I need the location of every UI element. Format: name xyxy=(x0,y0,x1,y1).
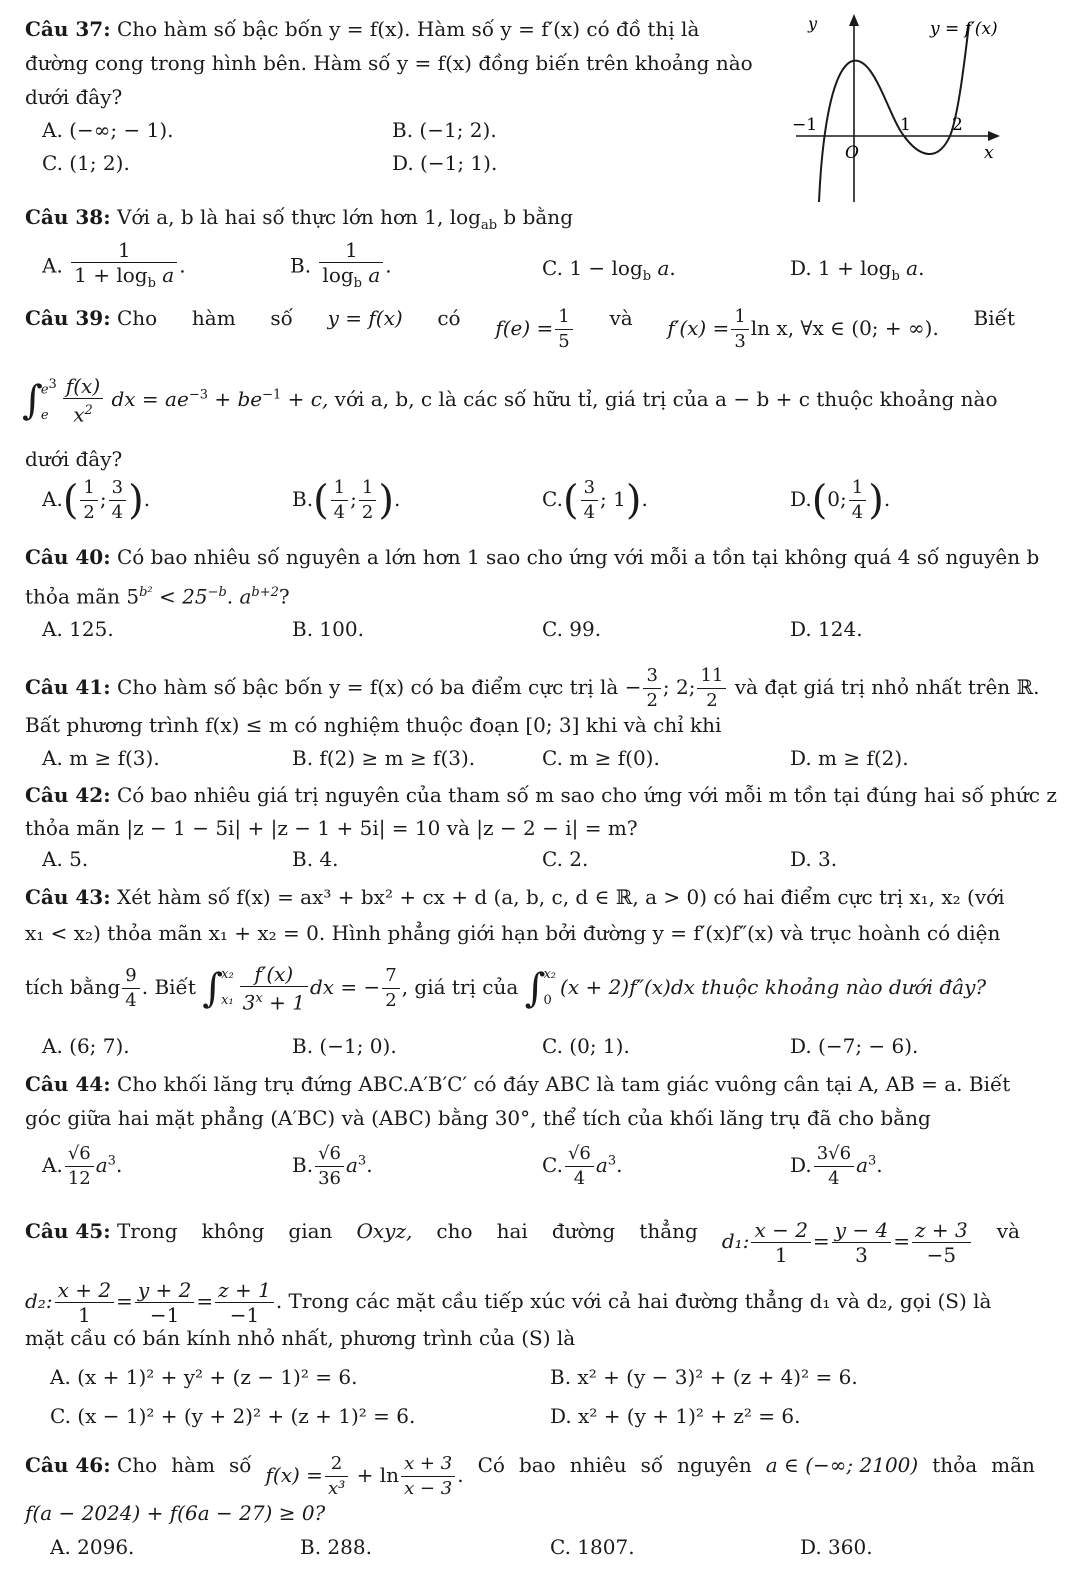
q39-limits xyxy=(41,372,57,429)
q38-sub: ab xyxy=(480,218,498,233)
q39-line2-rest: với a, b, c là các số hữu tỉ, giá trị của a − b + c thuộc khoảng nào xyxy=(334,387,998,412)
q38-opt-a-frac xyxy=(71,238,177,296)
q46-label: Câu 46: xyxy=(25,1453,111,1477)
q42-option-b: B. 4. xyxy=(292,847,339,871)
q38-line1 xyxy=(25,204,573,239)
q45-label: Câu 45: xyxy=(25,1219,111,1243)
q38-opt-b-den: log xyxy=(322,263,354,287)
q38-label: Câu 38: xyxy=(25,205,111,229)
q39-frac1-num: 1 xyxy=(555,305,572,330)
q38-opt-b-label: B. xyxy=(290,253,312,278)
q43-line1 xyxy=(25,884,1005,910)
q41-label: Câu 41: xyxy=(25,675,111,699)
q45-w6: đường xyxy=(551,1219,616,1243)
q38-text-end: b bằng xyxy=(497,205,573,229)
q44-opt-b-label: B. xyxy=(292,1153,314,1177)
q45-w1: không xyxy=(201,1219,265,1243)
q45-line2-post: . Trong các mặt cầu tiếp xúc với cả hai đường thẳng d₁ và d₂, gọi (S) là xyxy=(275,1289,992,1313)
q39-integral-sign: ∫ xyxy=(22,377,43,424)
q39-option-a: A.( $\frac{1}{2}$ ; $\frac{3}{4}$ ). xyxy=(42,477,151,524)
q44-opt-d-label: D. xyxy=(790,1153,812,1177)
q43-option-c: C. (0; 1). xyxy=(542,1034,630,1058)
q39-w2: số xyxy=(270,306,293,330)
q46-w5: bao xyxy=(518,1453,556,1477)
q44-option-b: B. $\frac{√6}{36}$ $a^3$. xyxy=(292,1143,373,1189)
q46-w4: Có xyxy=(477,1453,505,1477)
q40-label: Câu 40: xyxy=(25,545,111,569)
q44-option-c: C. $\frac{√6}{4}$ $a^3$. xyxy=(542,1143,623,1189)
q39-w5: f(e) = xyxy=(495,316,554,340)
q42-line1 xyxy=(25,782,1057,808)
q44-option-d: D. $\frac{3√6}{4}$ $a^3$. xyxy=(790,1143,883,1189)
q41-option-b: B. f(2) ≥ m ≥ f(3). xyxy=(292,746,476,770)
q42-line2: thỏa mãn |z − 1 − 5i| + |z − 1 + 5i| = 10 và |z − 2 − i| = m? xyxy=(25,816,638,840)
q37-derivative-graph xyxy=(788,6,1028,206)
q46-w0: Cho xyxy=(116,1453,158,1477)
q40-line2-pre: thỏa mãn 5 xyxy=(25,584,140,609)
q46-w3: f(x) = xyxy=(265,1463,323,1487)
q44-line1 xyxy=(25,1071,1010,1097)
q42-option-a: A. 5. xyxy=(42,847,89,871)
q37-line1 xyxy=(25,16,699,42)
q41-text-pre: Cho hàm số bậc bốn y = f(x) có ba điểm cực trị là xyxy=(116,675,619,699)
q45-option-d: D. x² + (y + 1)² + z² = 6. xyxy=(550,1404,801,1428)
q38-option-c: C. $1 - \log_b a$. xyxy=(542,256,676,284)
q39-upper: e xyxy=(40,382,49,398)
q42-text-1: Có bao nhiêu giá trị nguyên của tham số m sao cho ứng với mỗi m tồn tại đúng hai số phức z xyxy=(116,783,1057,807)
q45-line2: d₂: $\frac{x + 2}{1}$ = $\frac{y + 2}{-1}$ = $\frac{z + 1}{-1}$ . Trong các mặt cầu tiếp xúc với cả hai đường thẳng d₁ và d₂, gọi (S) là xyxy=(25,1278,992,1327)
q42-option-c: C. 2. xyxy=(542,847,589,871)
q39-opt-a-label: A. xyxy=(42,487,63,511)
q37-option-c: C. (1; 2). xyxy=(42,151,130,175)
q38-option-a: A. $\frac{1}{1 + \log_b a}$ . xyxy=(42,238,186,296)
q41-option-d: D. m ≥ f(2). xyxy=(790,746,909,770)
q39-line1 xyxy=(25,305,1015,354)
q39-frac1-den: 5 xyxy=(558,331,570,352)
q44-opt-a-label: A. xyxy=(42,1153,63,1177)
q46-w10: thỏa xyxy=(932,1453,978,1477)
q41-line1: Câu 41: Cho hàm số bậc bốn y = f(x) có ba điểm cực trị là − $\frac{3}{2}$ ; 2; $\frac{11}{2}$ và đạt giá trị nhỏ nhất trên ℝ. xyxy=(25,665,1040,711)
q39-option-d: D.(0; $\frac{1}{4}$ ). xyxy=(790,477,891,524)
q45-w0: Trong xyxy=(116,1219,178,1243)
x-axis-label: x xyxy=(984,143,994,163)
q46-line2 xyxy=(25,1500,325,1526)
q37-option-a: A. (−∞; − 1). xyxy=(42,118,174,142)
q45-option-a: A. (x + 1)² + y² + (z − 1)² = 6. xyxy=(50,1365,358,1389)
q41-option-c: C. m ≥ f(0). xyxy=(542,746,660,770)
q38-opt-a-num: 1 xyxy=(71,238,177,263)
q45-w5: hai xyxy=(496,1219,528,1243)
q38-opt-b-num: 1 xyxy=(319,238,383,263)
y-axis-arrow xyxy=(849,14,859,26)
q44-opt-c-label: C. xyxy=(542,1153,563,1177)
q46-option-d: D. 360. xyxy=(800,1535,873,1559)
q39-w6: và xyxy=(609,306,633,330)
q46-w9: a ∈ (−∞; 2100) xyxy=(765,1453,919,1477)
q37-text-1: Cho hàm số bậc bốn y = f(x). Hàm số y = f′(x) có đồ thị là xyxy=(116,17,700,41)
q39-lower: e xyxy=(40,408,49,424)
q39-w7: f′(x) = xyxy=(667,316,730,340)
q46-option-c: C. 1807. xyxy=(550,1535,635,1559)
q38-opt-d-label: D. xyxy=(790,256,812,280)
q46-line1: Câu 46: Cho hàm số f(x) = $\frac{2}{\text{x³}}$ + ln $\frac{x + 3}{x - 3}$ . Có bao nhiêu số nguyên a ∈ (−∞; 2100) thỏa mãn xyxy=(25,1453,1035,1499)
q44-line2: góc giữa hai mặt phẳng (A′BC) và (ABC) bằng 30°, thể tích của khối lăng trụ đã cho bằng xyxy=(25,1106,931,1130)
q39-frac2-den: 3 xyxy=(734,331,746,352)
q40-option-b: B. 100. xyxy=(292,617,364,641)
q39-label: Câu 39: xyxy=(25,306,111,330)
q38-opt-d-text: 1 + log xyxy=(818,256,892,280)
q45-w4: cho xyxy=(436,1219,473,1243)
q43-line3-end: (x + 2)f″(x)dx thuộc khoảng nào dưới đây? xyxy=(560,974,987,999)
q39-w0: Cho xyxy=(116,306,158,330)
q37-option-b: B. (−1; 2). xyxy=(392,118,497,142)
q38-opt-c-base: b xyxy=(642,269,652,284)
q39-line2: ∫ $e^3$ e $\frac{f(x)}{x^2}$ dx = $ae^{-3} + be^{-1} + c$, với a, b, c là các số hữu tỉ, giá trị của a − b + c thuộc khoảng nào xyxy=(22,372,998,429)
x-axis-arrow xyxy=(988,131,1000,141)
q39-option-c: C.( $\frac{3}{4}$ ; 1). xyxy=(542,477,648,524)
tick-2: 2 xyxy=(952,115,963,135)
q41-text-post: và đạt giá trị nhỏ nhất trên ℝ. xyxy=(734,675,1040,699)
q46-w8: nguyên xyxy=(677,1453,752,1477)
q38-opt-a-arg: a xyxy=(162,263,175,287)
derivative-curve xyxy=(819,24,969,202)
q37-line2: đường cong trong hình bên. Hàm số y = f(x) đồng biến trên khoảng nào xyxy=(25,51,753,75)
q40-option-d: D. 124. xyxy=(790,617,863,641)
q43-option-a: A. (6; 7). xyxy=(42,1034,130,1058)
q38-text: Với a, b là hai số thực lớn hơn 1, log xyxy=(116,205,481,229)
q37-line3: dưới đây? xyxy=(25,85,123,109)
q44-label: Câu 44: xyxy=(25,1072,111,1096)
q39-opt-b-label: B. xyxy=(292,487,314,511)
q46-option-a: A. 2096. xyxy=(50,1535,135,1559)
q38-opt-b-arg: a xyxy=(368,263,381,287)
q45-line3: mặt cầu có bán kính nhỏ nhất, phương trình của (S) là xyxy=(25,1326,576,1350)
q45-w2: gian xyxy=(288,1219,333,1243)
q39-line2-tail: dx = ae xyxy=(111,387,189,412)
q40-line1 xyxy=(25,544,1039,570)
q38-opt-a-den: 1 + log xyxy=(74,263,148,287)
q40-line2: thỏa mãn $5^{b^2} < 25^{-b}$. $a^{b+2}$? xyxy=(25,584,290,609)
q38-option-b: B. $\frac{1}{\log_b a}$ . xyxy=(290,238,392,296)
q43-text-1: Xét hàm số f(x) = ax³ + bx² + cx + d (a, b, c, d ∈ ℝ, a > 0) có hai điểm cực trị x₁, x₂ (với xyxy=(116,885,1005,909)
q38-opt-a-base: b xyxy=(147,276,156,291)
q43-line3-mid: . Biết xyxy=(141,974,196,999)
q38-opt-d-arg: a xyxy=(906,256,919,280)
q40-option-a: A. 125. xyxy=(42,617,114,641)
q38-opt-d-base: b xyxy=(891,269,900,284)
q40-text-1: Có bao nhiêu số nguyên a lớn hơn 1 sao cho ứng với mỗi a tồn tại không quá 4 số nguyên b xyxy=(116,545,1040,569)
q45-line1: Câu 45: Trong không gian Oxyz, cho hai đường thẳng d₁: $\frac{x - 2}{1}$ = $\frac{y - 4}{3}$ = $\frac{z + 3}{-5}$ và xyxy=(25,1218,1020,1267)
q37-option-d: D. (−1; 1). xyxy=(392,151,498,175)
q39-w4: có xyxy=(437,306,461,330)
q40-option-c: C. 99. xyxy=(542,617,602,641)
q39-frac2-num: 1 xyxy=(731,305,748,330)
q46-line2-text: f(a − 2024) + f(6a − 27) ≥ 0? xyxy=(25,1501,326,1525)
origin-label: O xyxy=(845,143,859,163)
q42-label: Câu 42: xyxy=(25,783,111,807)
q46-option-b: B. 288. xyxy=(300,1535,372,1559)
curve-label: y = f′(x) xyxy=(930,19,998,39)
q43-line3-mid2: , giá trị của xyxy=(401,974,519,999)
q43-line3: tích bằng $\frac{9}{4}$ . Biết ∫ x₂ x₁ $\frac{f'(x)}{3^x + 1}$ dx = − $\frac{7}{2}$ , giá trị của ∫ x₂ 0 (x + 2)f″(x)dx thuộc khoảng nào dưới đây? xyxy=(25,962,987,1015)
q46-w6: nhiêu xyxy=(569,1453,627,1477)
q46-w1: hàm xyxy=(171,1453,215,1477)
q39-int-den: x xyxy=(73,403,85,427)
q43-label: Câu 43: xyxy=(25,885,111,909)
q41-option-a: A. m ≥ f(3). xyxy=(42,746,160,770)
q37-label: Câu 37: xyxy=(25,17,111,41)
q38-opt-a-label: A. xyxy=(42,253,63,278)
q44-text-1: Cho khối lăng trụ đứng ABC.A′B′C′ có đáy ABC là tam giác vuông cân tại A, AB = a. Biết xyxy=(116,1072,1011,1096)
q45-option-b: B. x² + (y − 3)² + (z + 4)² = 6. xyxy=(550,1365,858,1389)
q42-option-d: D. 3. xyxy=(790,847,838,871)
q46-w11: mãn xyxy=(991,1453,1035,1477)
q38-opt-b-frac xyxy=(319,238,383,296)
y-axis-label: y xyxy=(808,14,818,33)
q45-option-c: C. (x − 1)² + (y + 2)² + (z + 1)² = 6. xyxy=(50,1404,416,1428)
q39-line3: dưới đây? xyxy=(25,447,123,471)
q43-line2: x₁ < x₂) thỏa mãn x₁ + x₂ = 0. Hình phẳng giới hạn bởi đường y = f′(x)f″(x) và trục hoành có diện xyxy=(25,921,1001,945)
q45-w3: Oxyz, xyxy=(356,1219,413,1243)
q39-w8: ln x, ∀x ∈ (0; + ∞). xyxy=(750,316,939,340)
q38-option-d: D. $1 + \log_b a$. xyxy=(790,256,925,284)
q39-int-num: f(x) xyxy=(63,374,103,399)
q43-option-d: D. (−7; − 6). xyxy=(790,1034,919,1058)
q39-upper-sup: 3 xyxy=(48,377,57,392)
q39-w1: hàm xyxy=(191,306,236,330)
q38-opt-c-arg: a xyxy=(657,256,670,280)
q45-w7: thẳng xyxy=(639,1219,698,1243)
q39-w3: y = f(x) xyxy=(327,306,403,330)
q39-w9: Biết xyxy=(973,306,1015,330)
tick-1: 1 xyxy=(900,115,911,135)
q38-opt-c-label: C. xyxy=(542,256,563,280)
q43-line3-pre: tích bằng xyxy=(25,974,121,999)
q46-w7: số xyxy=(640,1453,664,1477)
q39-opt-c-label: C. xyxy=(542,487,563,511)
tick-minus-1: −1 xyxy=(792,115,818,135)
q41-line2: Bất phương trình f(x) ≤ m có nghiệm thuộc đoạn [0; 3] khi và chỉ khi xyxy=(25,713,722,737)
q38-opt-b-base: b xyxy=(353,276,362,291)
q38-opt-c-text: 1 − log xyxy=(569,256,643,280)
q39-opt-d-label: D. xyxy=(790,487,812,511)
q39-option-b: B.( $\frac{1}{4}$ ; $\frac{1}{2}$ ). xyxy=(292,477,401,524)
q43-option-b: B. (−1; 0). xyxy=(292,1034,397,1058)
q44-option-a: A. $\frac{√6}{12}$ $a^3$. xyxy=(42,1143,123,1189)
q46-w2: số xyxy=(229,1453,252,1477)
